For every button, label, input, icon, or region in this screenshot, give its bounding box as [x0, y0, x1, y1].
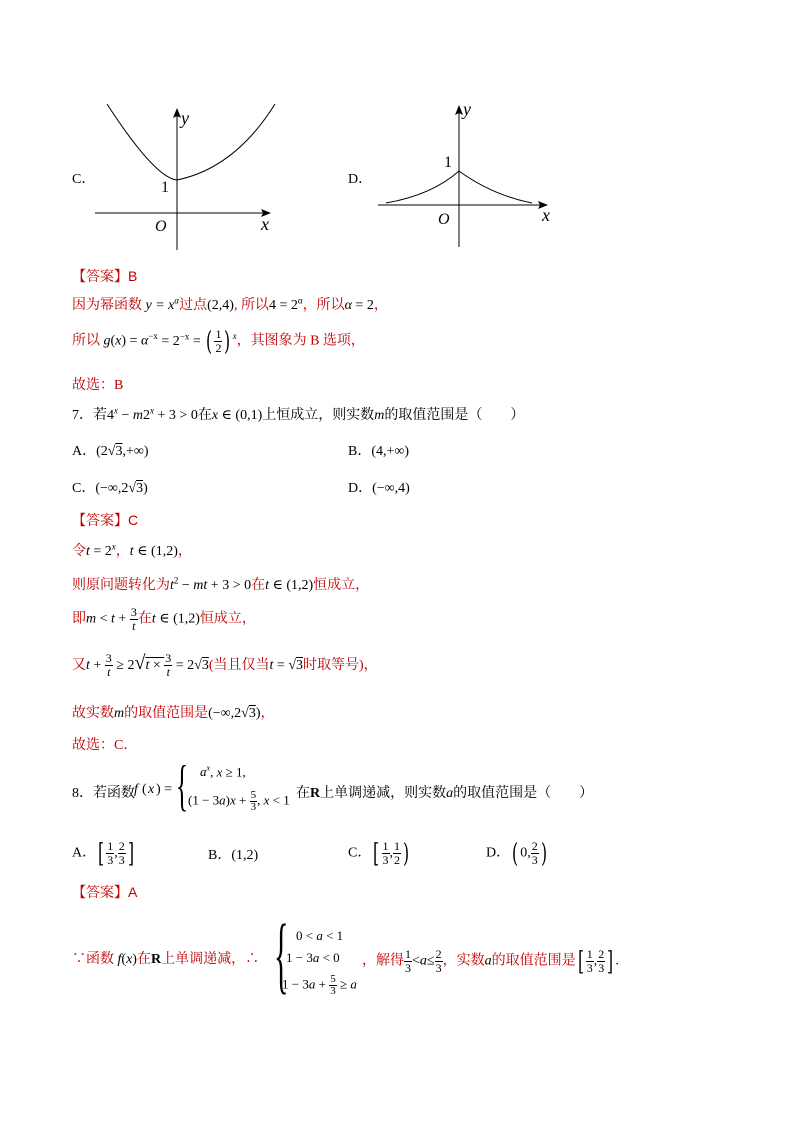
- q6-text: ，其图象为 B 选项，: [236, 333, 365, 349]
- graph-c-x-label: x: [261, 214, 269, 234]
- q8-answer: 【答案】A: [72, 884, 138, 900]
- q7-option-d: D．(−∞,4): [348, 481, 410, 496]
- graph-d: [372, 95, 572, 255]
- option-d-label: D．: [348, 172, 373, 187]
- q7-option-a: A．(2√3,+∞): [72, 444, 149, 459]
- q6-text: ，: [373, 298, 388, 313]
- q6-text: ，所以: [302, 298, 345, 313]
- q7-step4: 又t + $\frac{3}{t}$ ≥ 2√t × $\frac{3}{t}$ = 2√3(当且仅当t = √3时取等号)，: [72, 651, 378, 680]
- q6-text: 所以: [72, 333, 100, 349]
- q7-step2: 则原问题转化为$t^2$ − mt + 3 > 0在t ∈ (1,2)恒成立，: [72, 575, 370, 593]
- option-c-label: C．: [72, 172, 96, 187]
- graph-d-one: 1: [444, 154, 452, 171]
- graph-d-origin: O: [438, 211, 450, 228]
- graph-d-y-label: y: [463, 99, 471, 119]
- graph-c-origin: O: [155, 218, 167, 235]
- q8-solution: ∵函数 f(x)在R上单调递减，∴ { 0 < a < 1 1 − 3a < 0 1 − 3a + $\frac{5}{3}$ ≥ a ，解得 $\frac{1}{3}$ <a≤ $\frac{2}{3}$ ，实数a的取值范围是[ $\frac{1}{3}$ , $\frac{2}{3}$ ] .: [72, 906, 619, 1002]
- q7-stem: 7．若$4^x - m2^x + 3 > 0$在x ∈ (0,1)上恒成立，则实数m的取值范围是（ ）: [72, 405, 525, 423]
- q7-option-b: B．(4,+∞): [348, 444, 410, 459]
- q7-option-c: C．(−∞,2√3): [72, 481, 148, 496]
- q6-conclusion: 故选：B: [72, 378, 124, 393]
- q6-solution-line2: 所以 $g(x) = \alpha^{-x} = 2^{-x}$ = ( $\frac{1}{2}$ ) $^x$，其图象为 B 选项，: [72, 326, 365, 357]
- q8-option-c: C．[ $\frac{1}{3}$ , $\frac{1}{2}$ ): [348, 838, 410, 869]
- q7-step1: 令$t = 2^x$，t ∈ (1,2)，: [72, 541, 192, 559]
- q8-option-d: D．( 0, $\frac{2}{3}$ ): [486, 838, 547, 869]
- graph-c-one: 1: [161, 179, 169, 196]
- q6-solution-line1: 因为幂函数 $y = x^\alpha$过点(2,4), 所以$4 = 2^\alpha$，所以α = 2，: [72, 295, 388, 313]
- q8-option-a: A．[ $\frac{1}{3}$ , $\frac{2}{3}$ ]: [72, 838, 134, 869]
- graph-d-x-label: x: [542, 205, 550, 225]
- graph-c-curve: [107, 104, 275, 180]
- q6-text: , 所以: [233, 298, 269, 313]
- graph-c-y-label: y: [181, 108, 189, 128]
- graph-c: [85, 98, 285, 258]
- q7-answer: 【答案】C: [72, 512, 139, 528]
- q6-answer: 【答案】B: [72, 268, 138, 284]
- q8-option-b: B．(1,2): [208, 848, 259, 863]
- q7-step3: 即m < t + $\frac{3}{t}$ 在t ∈ (1,2)恒成立，: [72, 605, 256, 633]
- q7-conclusion: 故选：C．: [72, 738, 138, 753]
- q7-step5: 故实数m的取值范围是(−∞,2√3)，: [72, 706, 275, 721]
- q6-text: 因为幂函数: [72, 298, 142, 313]
- q6-text: 过点: [179, 298, 208, 313]
